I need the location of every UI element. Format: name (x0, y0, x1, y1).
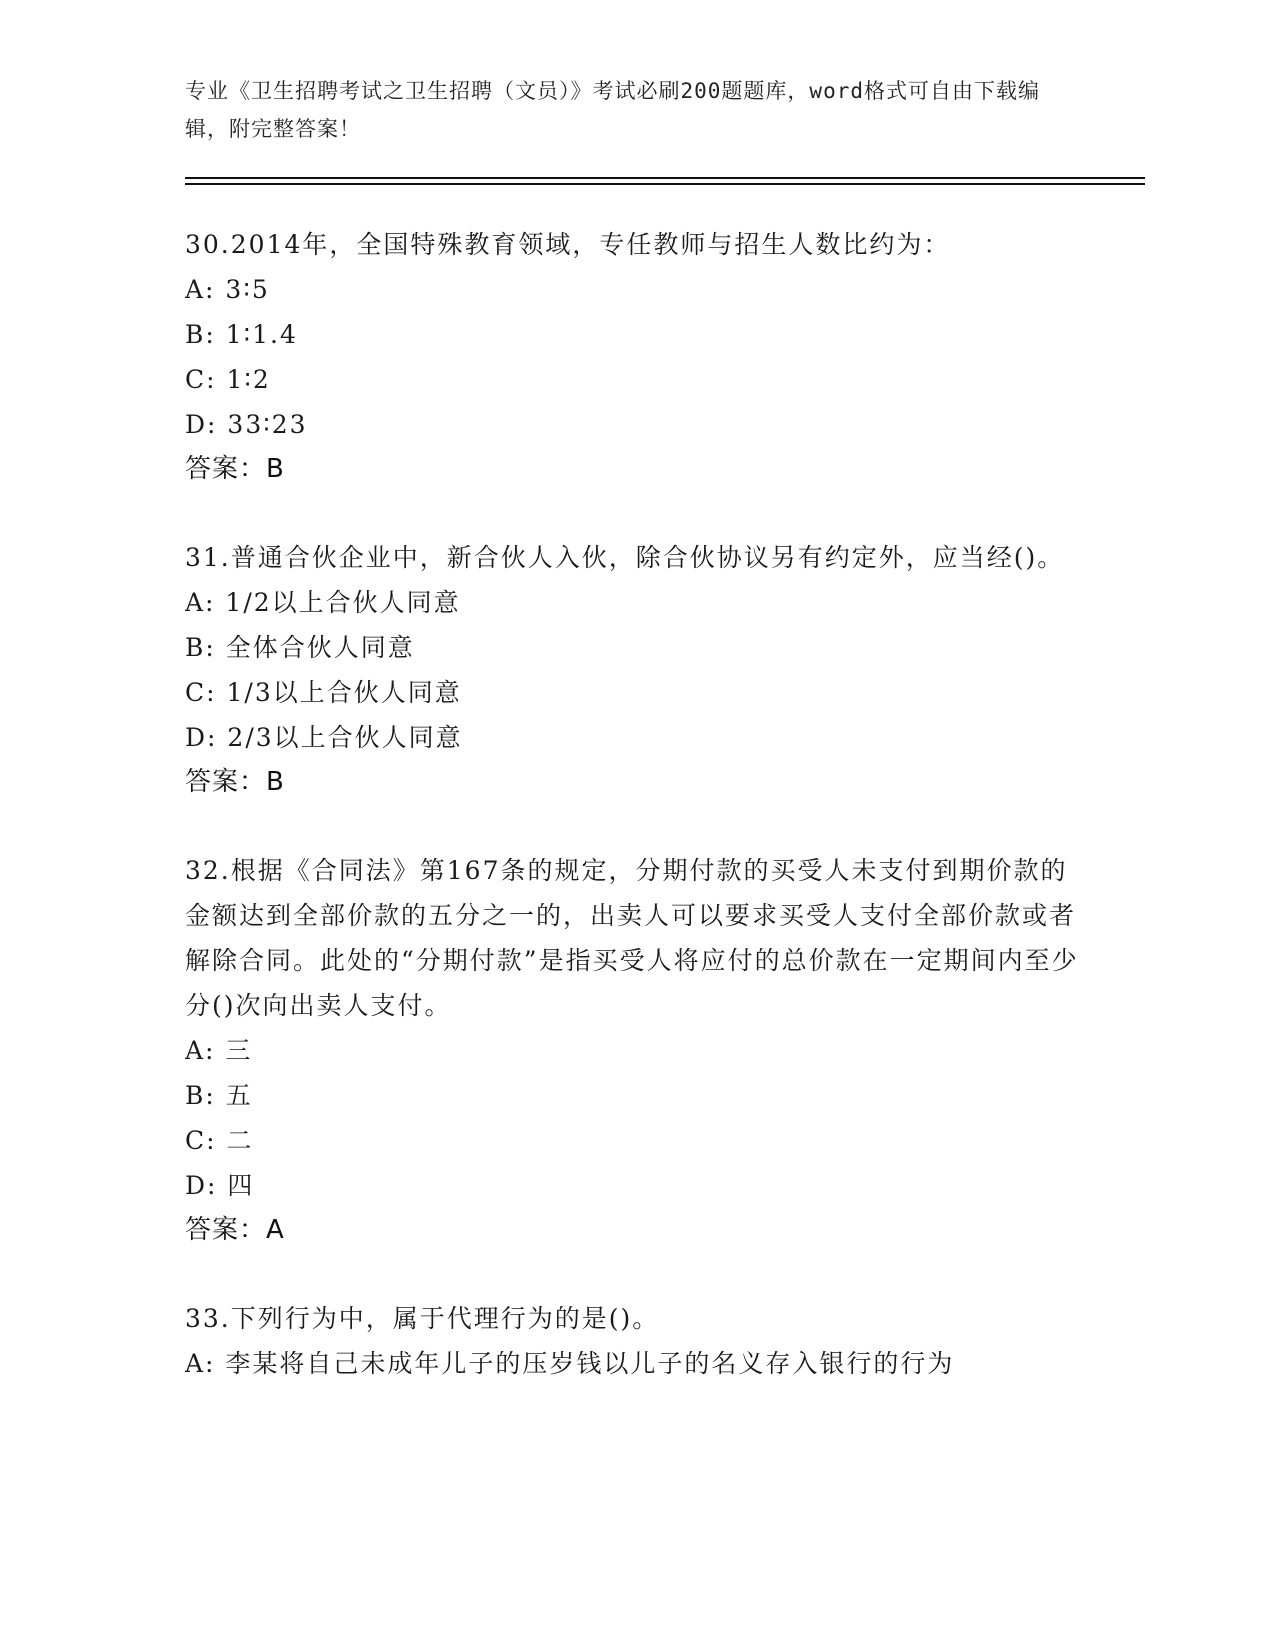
answer-line: 答案：B (185, 454, 285, 484)
answer-line: 答案：B (185, 767, 285, 797)
option-b: B: 五 (185, 1081, 253, 1110)
question-list (185, 222, 1085, 1386)
option-a: A: 1/2以上合伙人同意 (185, 588, 461, 617)
option-b: B: 1∶1.4 (185, 320, 298, 349)
question-33 (185, 1296, 1085, 1386)
option-a: A: 3∶5 (185, 275, 270, 304)
option-c: C: 1/3以上合伙人同意 (185, 678, 462, 707)
question-31 (185, 535, 1085, 805)
spacer (185, 492, 1085, 535)
question-stem: 30.2014年，全国特殊教育领域，专任教师与招生人数比约为： (185, 230, 951, 259)
spacer (185, 1253, 1085, 1296)
option-a: A: 三 (185, 1036, 253, 1065)
question-stem: 32.根据《合同法》第167条的规定，分期付款的买受人未支付到期价款的金额达到全部价款的五分之一的，出卖人可以要求买受人支付全部价款或者解除合同。此处的“分期付款”是指买受人将应付的总价款在一定期间内至少分()次向出卖人支付。 (185, 856, 1079, 1020)
question-32 (185, 848, 1085, 1253)
header-divider-bottom (185, 183, 1145, 185)
document-header: 专业《卫生招聘考试之卫生招聘（文员）》考试必刷200题题库，word格式可自由下载编辑，附完整答案！ (185, 79, 1040, 141)
question-stem: 33.下列行为中，属于代理行为的是()。 (185, 1304, 660, 1333)
answer-line: 答案：A (185, 1215, 285, 1245)
header-divider-top (185, 177, 1145, 179)
option-c: C: 二 (185, 1126, 254, 1155)
option-d: D: 四 (185, 1171, 255, 1200)
option-c: C: 1∶2 (185, 365, 271, 394)
spacer (185, 805, 1085, 848)
option-a: A: 李某将自己未成年儿子的压岁钱以儿子的名义存入银行的行为 (185, 1349, 955, 1378)
option-b: B: 全体合伙人同意 (185, 633, 415, 662)
option-d: D: 33∶23 (185, 410, 308, 439)
question-30 (185, 222, 1085, 492)
question-stem: 31.普通合伙企业中，新合伙人入伙，除合伙协议另有约定外，应当经()。 (185, 543, 1065, 572)
option-d: D: 2/3以上合伙人同意 (185, 723, 463, 752)
